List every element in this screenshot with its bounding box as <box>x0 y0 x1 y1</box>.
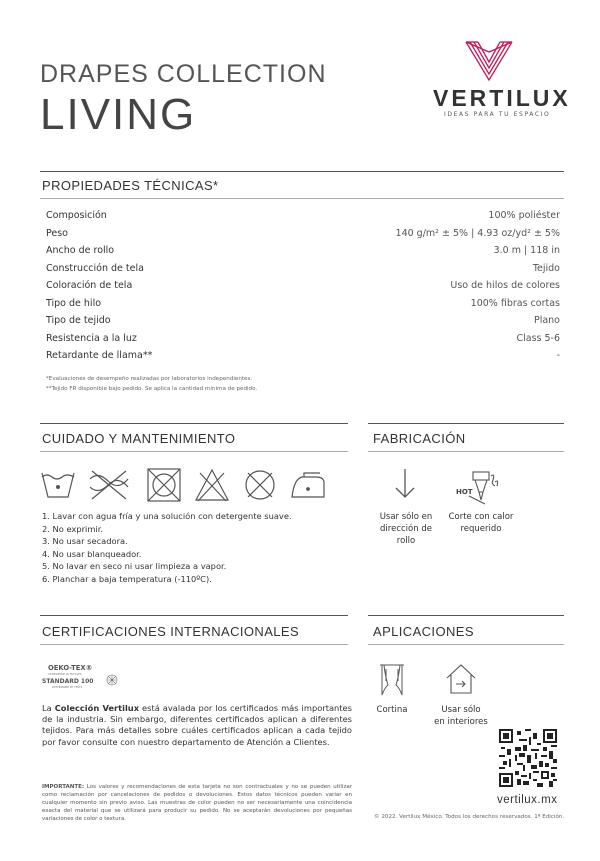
do-not-tumble-dry-icon <box>148 469 180 501</box>
indoor-caption: Usar sólo en interiores <box>434 705 488 727</box>
care-item: 1. Lavar con agua fría y una solución con detergente suave. <box>42 511 292 521</box>
property-row: Peso 140 g/m² ± 5% | 4.93 oz/yd² ± 5% <box>46 227 560 239</box>
property-row: Retardante de llama** - <box>46 350 560 361</box>
indoor-home-icon <box>445 663 477 695</box>
qr-code[interactable] <box>499 729 557 787</box>
section-divider <box>40 615 348 616</box>
section-underline <box>40 644 348 645</box>
applications-heading: APLICACIONES <box>373 624 474 639</box>
vertilux-logo-icon <box>464 40 514 84</box>
do-not-bleach-icon <box>196 470 228 501</box>
svg-text:CONFIDENCE IN TEXTILES: CONFIDENCE IN TEXTILES <box>48 673 82 676</box>
care-item: 5. No lavar en seco ni usar limpieza a vapor. <box>42 561 227 572</box>
curtain-icon <box>379 663 405 697</box>
certifications-heading: CERTIFICACIONES INTERNACIONALES <box>42 624 300 639</box>
care-heading: CUIDADO Y MANTENIMIENTO <box>42 431 236 446</box>
property-row: Ancho de rollo 3.0 m | 118 in <box>46 245 560 256</box>
certifications-text: La Colección Vertilux está avalada por los certificados más importantes de la industria. Sin embargo, diferentes certificados aplican a diferentes tejidos. Para más detalles sobre cuáles certificados aplican a cada tejido por favor consulte con nuestro departamento de Atención a Clientes. <box>42 703 352 747</box>
svg-text:OEKO-TEX®: OEKO-TEX® <box>48 664 93 672</box>
section-divider <box>368 423 564 424</box>
svg-text:STANDARD 100: STANDARD 100 <box>42 678 94 685</box>
website-link[interactable]: vertilux.mx <box>497 794 558 806</box>
arrow-down-icon <box>393 467 417 501</box>
important-disclaimer: IMPORTANTE: Los valores y recomendaciones de esta tarjeta no son contractuales y no se pueden utilizar como reclamación por cancelaciones de pedidos o devoluciones. Estos datos técnicos pueden variar en cualquier momento sin previo aviso. Las muestras de color pueden no ser necesariamente una coincidencia exacta del material que se utilizará para producir su pedido. No se aceptarán devoluciones por pequeñas variaciones de color o textura. <box>42 784 352 822</box>
section-underline <box>368 644 564 645</box>
properties-table <box>46 207 560 365</box>
property-row: Tipo de hilo 100% fibras cortas <box>46 297 560 309</box>
heat-cut-icon <box>455 470 501 506</box>
svg-text:DETERMINED BY TESTS: DETERMINED BY TESTS <box>52 686 83 689</box>
note-evaluations: *Evaluaciones de desempeño realizadas por laboratorios independientes. <box>46 376 253 382</box>
section-underline <box>40 198 564 199</box>
property-row: Construcción de tela Tejido <box>46 262 560 274</box>
hot-label: HOT <box>456 488 473 496</box>
note-fr: **Tejido FR disponible bajo pedido. Se aplica la cantidad mínima de pedido. <box>46 386 258 392</box>
fabrication-heading: FABRICACIÓN <box>373 431 466 446</box>
brand-name: VERTILUX <box>433 85 571 111</box>
roll-direction-caption: Usar sólo en dirección de rollo <box>379 512 433 546</box>
section-divider <box>368 615 564 616</box>
brand-tagline: IDEAS PARA TU ESPACIO <box>444 111 551 118</box>
wash-cold-icon <box>42 473 74 497</box>
care-item: 6. Planchar a baja temperatura (-110ºC). <box>42 573 212 584</box>
property-row: Resistencia a la luz Class 5-6 <box>46 332 560 344</box>
do-not-wring-icon <box>90 471 128 499</box>
section-underline <box>40 451 348 452</box>
oeko-tex-logo <box>40 662 120 692</box>
collection-subtitle: DRAPES COLLECTION <box>40 60 327 88</box>
copyright: © 2022. Vertilux México. Todos los derechos reservados. 1ª Edición. <box>374 814 565 820</box>
collection-title: LIVING <box>40 90 197 139</box>
care-instructions <box>42 510 292 586</box>
iron-low-icon <box>292 473 324 497</box>
care-item: 2. No exprimir. <box>42 523 103 534</box>
care-item: 3. No usar secadora. <box>42 536 128 547</box>
curtain-caption: Cortina <box>376 705 408 715</box>
property-row: Coloración de tela Uso de hilos de colores <box>46 280 560 291</box>
property-row: Composición 100% poliéster <box>46 210 560 221</box>
properties-heading: PROPIEDADES TÉCNICAS* <box>42 178 219 193</box>
section-divider <box>40 423 348 424</box>
property-row: Tipo de tejido Plano <box>46 315 560 326</box>
care-symbols <box>40 467 340 503</box>
heat-cut-caption: Corte con calor requerido <box>448 512 514 534</box>
section-underline <box>368 451 564 452</box>
section-divider <box>40 171 564 172</box>
properties-notes <box>46 374 257 394</box>
do-not-dry-clean-icon <box>246 471 274 499</box>
care-item: 4. No usar blanqueador. <box>42 548 142 559</box>
